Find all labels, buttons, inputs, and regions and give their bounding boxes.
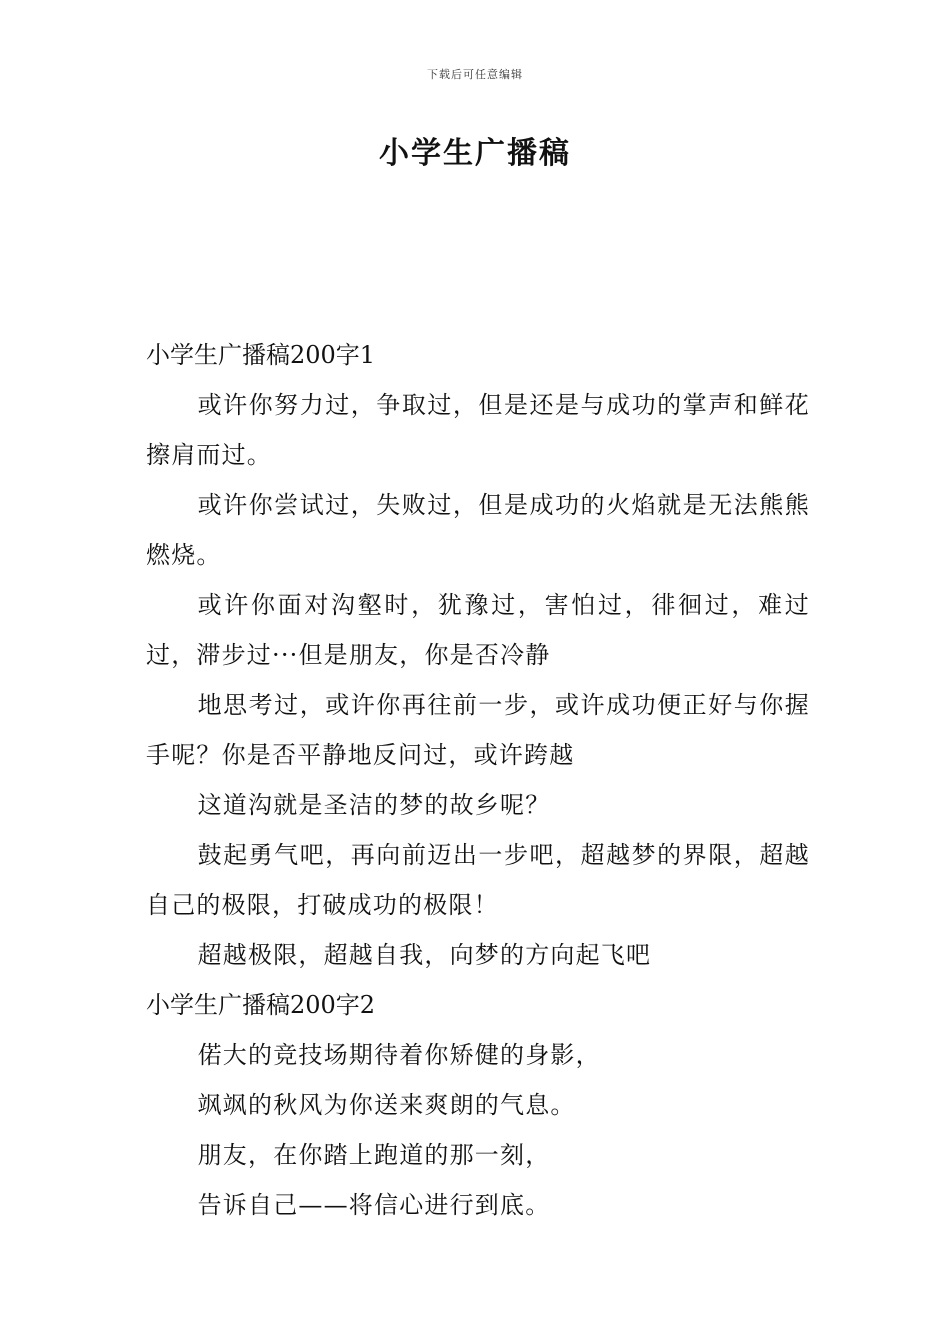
paragraph: 或许你努力过，争取过，但是还是与成功的掌声和鲜花擦肩而过。 (146, 391, 810, 469)
section-heading: 小学生广播稿200字1 (146, 341, 376, 369)
paragraph: 这道沟就是圣洁的梦的故乡呢？ (197, 791, 551, 819)
paragraph: 告诉自己——将信心进行到底。 (197, 1191, 551, 1219)
paragraph: 或许你面对沟壑时，犹豫过，害怕过，徘徊过，难过过，滞步过···但是朋友，你是否冷静 (146, 591, 810, 669)
paragraph: 超越极限，超越自我，向梦的方向起飞吧 (197, 941, 652, 969)
paragraph: 飒飒的秋风为你送来爽朗的气息。 (197, 1091, 576, 1119)
header-note: 下载后可任意编辑 (427, 68, 523, 81)
page-title: 小学生广播稿 (379, 136, 571, 171)
paragraph: 偌大的竞技场期待着你矫健的身影， (197, 1041, 601, 1069)
paragraph: 或许你尝试过，失败过，但是成功的火焰就是无法熊熊燃烧。 (146, 491, 810, 569)
paragraph: 朋友，在你踏上跑道的那一刻， (197, 1141, 551, 1169)
paragraph: 地思考过，或许你再往前一步，或许成功便正好与你握手呢？你是否平静地反问过，或许跨越 (146, 691, 810, 769)
paragraph: 鼓起勇气吧，再向前迈出一步吧，超越梦的界限，超越自己的极限，打破成功的极限！ (146, 841, 810, 919)
document-body (146, 330, 810, 1230)
section-heading: 小学生广播稿200字2 (146, 991, 376, 1019)
